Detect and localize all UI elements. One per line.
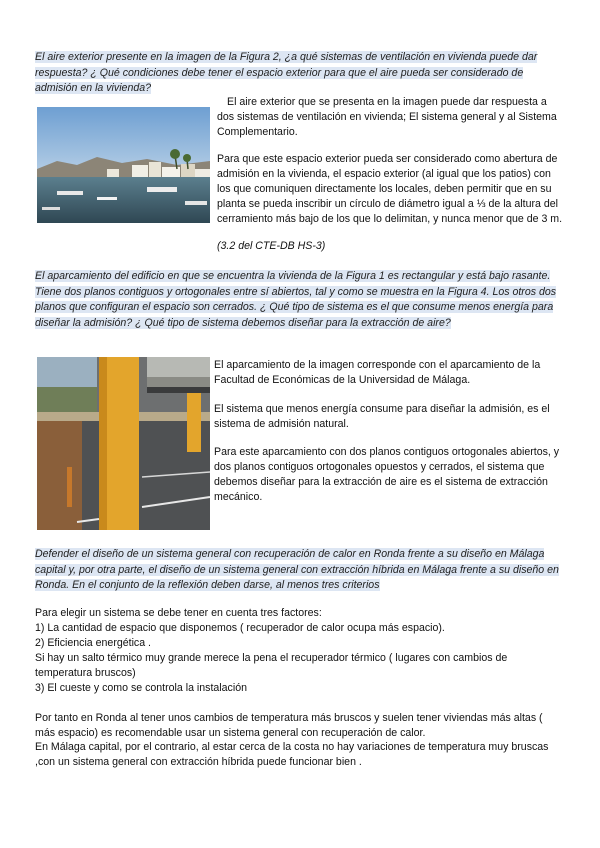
question-2-text: El aparcamiento del edificio en que se encuentra la vivienda de la Figura 1 es rectangular y está bajo rasante. Tiene dos planos contiguos y ortogonales entre sí abiertos, tal y como se muestra en la Figura 4. Los otros dos planos que configuran el espacio son cerrados. ¿ Qué tipo de sistema es el que consume menos energía para diseñar la admisión? ¿ Qué tipo de sistema debemos diseñar para la extracción de aire?	[35, 270, 557, 329]
parking-photo	[37, 357, 210, 530]
question-2	[35, 269, 563, 331]
answer-1-intro: El aire exterior que se presenta en la imagen puede dar respuesta a dos sistemas de ventilación en vivienda; El sistema general y al Sistema Complementario.	[217, 96, 557, 138]
answer-2-admission: El sistema que menos energía consume para diseñar la admisión, es el sistema de admisión natural.	[214, 403, 550, 430]
factor-1: 1) La cantidad de espacio que disponemos ( recuperador de calor ocupa más espacio).	[35, 622, 445, 634]
factors-intro: Para elegir un sistema se debe tener en cuenta tres factores:	[35, 607, 322, 619]
answer-2-location: El aparcamiento de la imagen corresponde con el aparcamiento de la Facultad de Económicas de la Universidad de Málaga.	[214, 359, 541, 386]
conclusion-ronda: Por tanto en Ronda al tener unos cambios de temperatura más bruscos y suelen tener viviendas más altas ( más espacio) es recomendable usar un sistema general con recuperación de calor.	[35, 712, 543, 739]
answer-1-reference: (3.2 del CTE-DB HS-3)	[217, 240, 326, 252]
question-1-text: El aire exterior presente en la imagen de la Figura 2, ¿a qué sistemas de ventilación en vivienda puede dar respuesta? ¿ Qué condiciones debe tener el espacio exterior para que el aire pueda ser considerado de admisión en la vivienda?	[35, 51, 538, 94]
answer-2-extraction: Para este aparcamiento con dos planos contiguos ortogonales abiertos, y dos planos contiguos ortogonales opuestos y cerrados, el sistema que debemos diseñar para la extracción de aire es el sistema de extracción mecánico.	[214, 446, 560, 503]
factor-2: 2) Eficiencia energética .	[35, 637, 152, 649]
question-3-text: Defender el diseño de un sistema general con recuperación de calor en Ronda frente a su diseño en Málaga capital y, por otra parte, el diseño de un sistema general con extracción híbrida en Málaga frente a su diseño en Ronda. En el conjunto de la reflexión deben darse, al menos tres criterios	[35, 548, 559, 591]
harbor-photo	[37, 107, 210, 223]
conclusion-malaga: En Málaga capital, por el contrario, al estar cerca de la costa no hay variaciones de temperatura muy bruscas ,con un sistema general con extracción híbrida puede funcionar bien .	[35, 741, 549, 768]
question-1	[35, 50, 563, 97]
answer-1-conditions: Para que este espacio exterior pueda ser considerado como abertura de admisión en la vivienda, el espacio exterior (al igual que los patios) con los que comuniquen directamente los locales, deben permitir que en su planta se pueda inscribir un círculo de diámetro igual a ⅓ de la altura del cerramiento más bajo de los que lo delimitan, y nunca menor que de 3 m.	[217, 153, 563, 225]
factor-3: 3) El cueste y como se controla la instalación	[35, 682, 247, 694]
question-3	[35, 547, 563, 594]
factor-2-note: Si hay un salto térmico muy grande merece la pena el recuperador térmico ( lugares con cambios de temperatura bruscos)	[35, 652, 508, 679]
